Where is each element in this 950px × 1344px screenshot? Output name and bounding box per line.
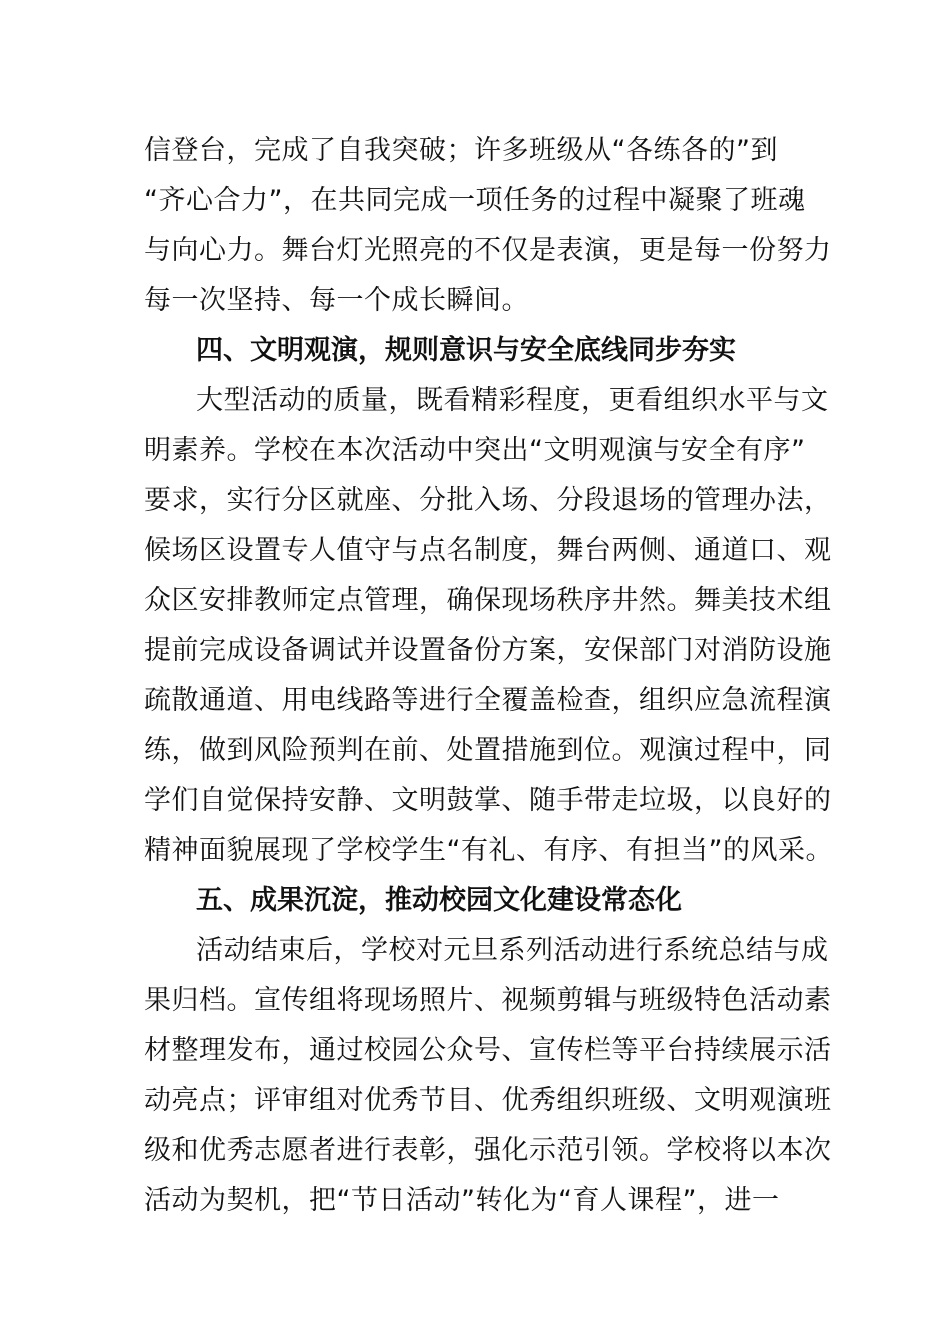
body-text-line: 动亮点；评审组对优秀节目、优秀组织班级、文明观演班 bbox=[144, 1085, 832, 1116]
body-text-line: 练，做到风险预判在前、处置措施到位。观演过程中，同 bbox=[144, 735, 832, 766]
body-text-line: 果归档。宣传组将现场照片、视频剪辑与班级特色活动素 bbox=[144, 985, 832, 1016]
body-text-line: 活动为契机，把“节日活动”转化为“育人课程”，进一 bbox=[144, 1185, 780, 1216]
paragraph-first-line: 活动结束后，学校对元旦系列活动进行系统总结与成 bbox=[196, 935, 829, 966]
body-text-line: 每一次坚持、每一个成长瞬间。 bbox=[144, 285, 529, 316]
section-heading: 四、文明观演，规则意识与安全底线同步夯实 bbox=[196, 335, 736, 366]
body-text-line: 候场区设置专人值守与点名制度，舞台两侧、通道口、观 bbox=[144, 535, 832, 566]
body-text-line: 学们自觉保持安静、文明鼓掌、随手带走垃圾，以良好的 bbox=[144, 785, 832, 816]
body-text-line: 众区安排教师定点管理，确保现场秩序井然。舞美技术组 bbox=[144, 585, 832, 616]
body-text-line: 级和优秀志愿者进行表彰，强化示范引领。学校将以本次 bbox=[144, 1135, 832, 1166]
body-text-line: 明素养。学校在本次活动中突出“文明观演与安全有序” bbox=[144, 435, 806, 466]
body-text-line: 与向心力。舞台灯光照亮的不仅是表演，更是每一份努力 bbox=[144, 235, 832, 266]
body-text-line: 精神面貌展现了学校学生“有礼、有序、有担当”的风采。 bbox=[144, 835, 833, 866]
body-text-line: “齐心合力”，在共同完成一项任务的过程中凝聚了班魂 bbox=[144, 185, 806, 216]
body-text-line: 提前完成设备调试并设置备份方案，安保部门对消防设施 bbox=[144, 635, 832, 666]
paragraph-first-line: 大型活动的质量，既看精彩程度，更看组织水平与文 bbox=[196, 385, 829, 416]
body-text-line: 信登台，完成了自我突破；许多班级从“各练各的”到 bbox=[144, 135, 778, 166]
section-heading: 五、成果沉淀，推动校园文化建设常态化 bbox=[196, 885, 682, 916]
body-text-line: 要求，实行分区就座、分批入场、分段退场的管理办法， bbox=[144, 485, 832, 516]
body-text-line: 疏散通道、用电线路等进行全覆盖检查，组织应急流程演 bbox=[144, 685, 832, 716]
body-text-line: 材整理发布，通过校园公众号、宣传栏等平台持续展示活 bbox=[144, 1035, 832, 1066]
